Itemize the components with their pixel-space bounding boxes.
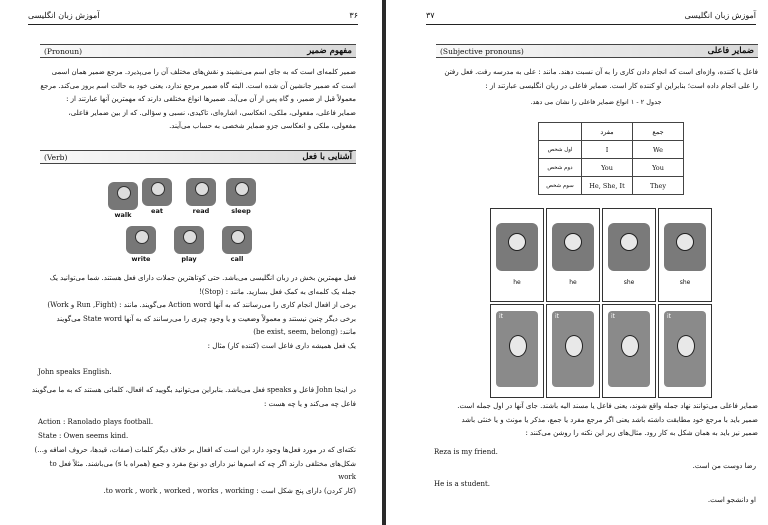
sleep-icon	[226, 178, 256, 206]
verb-heading-en: (Verb)	[44, 152, 68, 162]
card-caption: he	[569, 279, 577, 286]
pronoun-card	[658, 208, 712, 302]
paragraph-line: را علی انجام داده است؛ بنابراین او کننده کار است. ضمایر فاعلی در زبان انگلیسی عبارتند از :	[485, 81, 758, 90]
left-page-header	[28, 8, 358, 22]
play-icon	[174, 226, 204, 254]
paragraph-line: ضمایر فاعلی می‌توانند نهاد جمله واقع شوند، یعنی فاعل یا مسند الیه باشند. جای آنها در اول جمله است.	[457, 402, 758, 410]
example-sentence-en: He is a student.	[434, 480, 491, 488]
example-sentence-fa: رضا دوست من است.	[692, 462, 756, 470]
eat-icon	[142, 178, 172, 206]
row-label: دوم شخص	[539, 159, 582, 177]
paragraph-line: شکل‌های مختلفی دارند اگر چه که اسم‌ها نیز دارای دو نوع مفرد و جمع (همراه با s) می‌باشند. مثلاً فعل to work	[49, 459, 356, 481]
pronoun-paragraph	[30, 66, 356, 134]
play-cartoon	[174, 226, 204, 263]
left-header-rule	[28, 24, 358, 25]
table-row	[539, 177, 684, 195]
paragraph-line: در اینجا John فاعل و speaks فعل می‌باشد. بنابراین می‌توانید بگویید که افعال، کلماتی هستند که به ما می‌گویند	[31, 386, 356, 394]
row-label: اول شخص	[539, 141, 582, 159]
cartoon-icon	[552, 311, 594, 387]
cartoon-icon	[608, 223, 650, 271]
paragraph-line: معمولاً قبل از ضمیر، و گاه پس از آن می‌آید. ضمیرها انواع مختلفی دارند که مهمترین آنها عبارتند از :	[66, 95, 356, 103]
left-page	[0, 0, 382, 525]
subjective-heading-fa: ضمایر فاعلی	[707, 46, 754, 56]
pronoun-heading-en: (Pronoun)	[44, 46, 83, 56]
row-label: سوم شخص	[539, 177, 582, 195]
verb-paragraph-3	[30, 444, 356, 498]
example-sentence-en: Reza is my friend.	[434, 448, 498, 456]
card-caption: it	[667, 313, 672, 320]
cartoon-icon	[552, 223, 594, 271]
right-page	[386, 0, 768, 525]
subjective-paragraph	[426, 66, 758, 93]
verb-paragraph	[30, 272, 356, 353]
paragraph-line: است که ضمیر جانشین آن شده است. البته گاه ضمیر مرجع ندارد، یعنی خود به حالت اسم بروز می‌کند. مرجع	[40, 81, 356, 90]
pronoun-card	[546, 304, 600, 398]
paragraph-line: ضمایر فاعلی، مفعولی، ملکی، انعکاسی، اشاره‌ای، تاکیدی، نسبی و سؤالی. که از بین ضمایر فاعلی،	[68, 108, 356, 117]
paragraph-line: (کار کردن) دارای پنج شکل است : to work , work , worked , works , working.	[103, 486, 356, 495]
pronoun-card	[658, 304, 712, 398]
card-caption: it	[499, 313, 504, 320]
right-header-rule	[426, 24, 756, 25]
cartoon-label: walk	[114, 211, 132, 219]
pronoun-card	[546, 208, 600, 302]
table-cell: You	[633, 159, 684, 177]
paragraph-line: ضمیر نیز باید به همان شکل به کار رود. مثال‌های زیر این نکته را روشن می‌کنند :	[525, 429, 758, 437]
pronoun-card	[602, 208, 656, 302]
table-header: مفرد	[582, 123, 633, 141]
right-header-title: آموزش زبان انگلیسی	[684, 10, 756, 20]
table-header-row	[539, 123, 684, 141]
table-cell: They	[633, 177, 684, 195]
cartoon-label: read	[192, 207, 210, 215]
eat-cartoon	[142, 178, 172, 215]
write-cartoon	[126, 226, 156, 263]
paragraph-line: ضمیر کلمه‌ای است که به جای اسم می‌نشیند و نقش‌های مختلف آن را می‌پذیرد. مرجع ضمیر همان اسمی	[51, 68, 356, 76]
pronoun-heading	[40, 44, 356, 58]
pronoun-table	[538, 122, 684, 195]
pronoun-card	[490, 304, 544, 398]
example-state: State : Owen seems kind.	[38, 432, 129, 440]
verb-heading-fa: آشنایی با فعل	[302, 152, 352, 162]
table-row	[539, 141, 684, 159]
cartoon-label: write	[131, 255, 151, 263]
read-icon	[186, 178, 216, 206]
paragraph-line: نکته‌ای که در مورد فعل‌ها وجود دارد این است که افعال بر خلاف دیگر کلمات (صفات، قیدها، حروف اضافه و...)	[34, 446, 356, 454]
cartoon-label: play	[181, 255, 197, 263]
card-caption: she	[623, 279, 635, 286]
cartoon-icon	[496, 223, 538, 271]
right-page-header	[426, 8, 756, 22]
call-icon	[222, 226, 252, 254]
table-caption: جدول ۲ - ۱ انواع ضمایر فاعلی را نشان می دهد.	[530, 98, 662, 106]
sleep-cartoon	[226, 178, 256, 215]
paragraph-line: فعل مهمترین بخش در زبان انگلیسی می‌باشد. حتی کوتاهترین جملات دارای فعل هستند. شما می‌توانید یک	[49, 274, 356, 282]
write-icon	[126, 226, 156, 254]
card-caption: he	[513, 279, 521, 286]
table-header: جمع	[633, 123, 684, 141]
left-header-title: آموزش زبان انگلیسی	[28, 10, 100, 20]
paragraph-line: یک فعل همیشه داری فاعل است (کننده کار) مثال :	[207, 341, 356, 350]
paragraph-line: فاعل یا کننده، واژه‌ای است که انجام دادن کاری را به آن نسبت دهند. مانند : علی به مدرسه رفت. فعل رفتن	[444, 68, 758, 76]
paragraph-line: جمله یک کلمه‌ای به کمک فعل بسازید. مانند : (Stop)!	[198, 287, 356, 296]
example-action: Action : Ranolado plays football.	[38, 418, 154, 426]
table-cell: We	[633, 141, 684, 159]
cartoon-icon	[664, 311, 706, 387]
table-cell	[539, 123, 582, 141]
cartoon-label: eat	[151, 207, 163, 215]
subjective-paragraph-2	[426, 400, 758, 441]
walk-icon	[108, 182, 138, 210]
verb-paragraph-2	[30, 384, 356, 411]
table-cell: I	[582, 141, 633, 159]
pronoun-card	[490, 208, 544, 302]
table-cell: You	[582, 159, 633, 177]
cartoon-icon	[664, 223, 706, 271]
verb-heading	[40, 150, 356, 164]
cartoon-icon	[608, 311, 650, 387]
example-sentence: John speaks English.	[38, 368, 112, 376]
card-caption: it	[611, 313, 616, 320]
subjective-heading	[436, 44, 758, 58]
call-cartoon	[222, 226, 252, 263]
example-sentence-fa: او دانشجو است.	[707, 496, 756, 504]
walk-cartoon	[108, 182, 138, 219]
paragraph-line: مفعولی، ملکی و انعکاسی جزو ضمایر شخصی به حساب می‌آیند.	[169, 122, 356, 130]
table-cell: He, She, It	[582, 177, 633, 195]
paragraph-line: مانند: (be exist, seem, belong)	[253, 328, 356, 336]
right-page-number: ۳۷	[426, 10, 435, 20]
pronoun-card	[602, 304, 656, 398]
table-row	[539, 159, 684, 177]
paragraph-line: برخی از افعال انجام کاری را می‌رسانند که به آنها Action word می‌گویند. مانند : (Run ,Fight و Work)	[47, 301, 356, 309]
pronoun-heading-fa: مفهوم ضمیر	[307, 46, 352, 56]
paragraph-line: برخی دیگر چنین نیستند و معمولاً وضعیت و یا وجود چیزی را می‌رسانند که به آنها State word می‌گویند	[56, 314, 356, 323]
card-caption: she	[679, 279, 691, 286]
subjective-heading-en: (Subjective pronouns)	[440, 46, 524, 56]
left-page-number: ۳۶	[349, 10, 358, 20]
read-cartoon	[186, 178, 216, 215]
cartoon-label: call	[230, 255, 244, 263]
cartoon-label: sleep	[231, 207, 251, 215]
card-caption: it	[555, 313, 560, 320]
cartoon-icon	[496, 311, 538, 387]
paragraph-line: ضمیر باید با مرجع خود مطابقت داشته باشد یعنی اگر مرجع مفرد یا جمع، مذکر یا مونث و یا خنثی باشد	[461, 415, 758, 424]
paragraph-line: فاعل چه می‌کند و یا چه هست :	[263, 399, 356, 408]
